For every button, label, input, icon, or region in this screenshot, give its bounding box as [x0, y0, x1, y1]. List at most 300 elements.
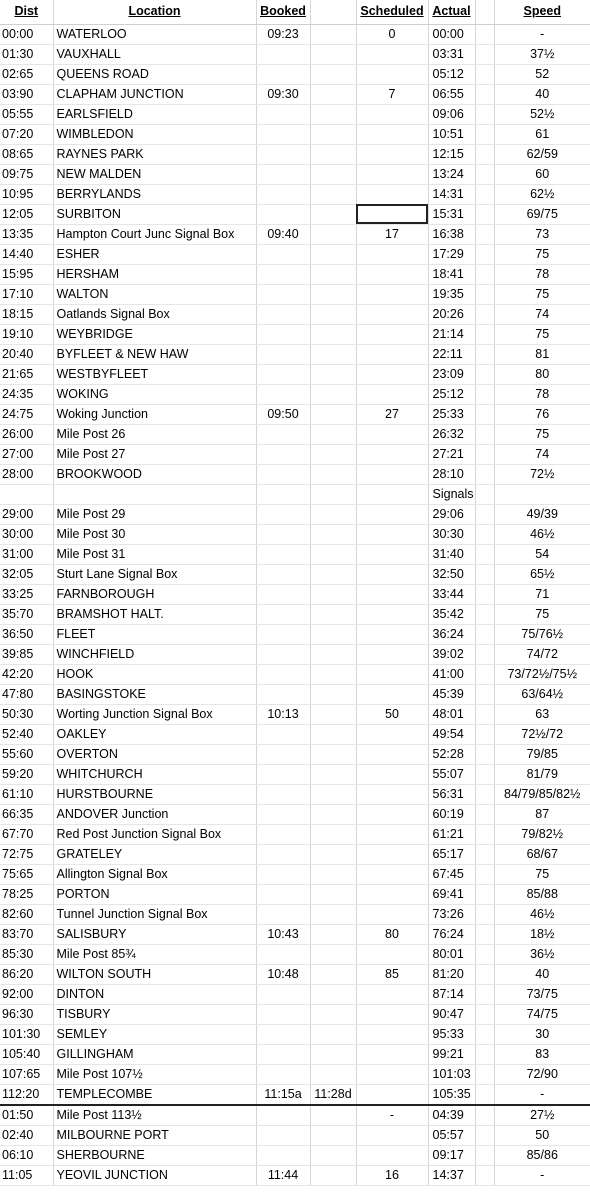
extra-cell[interactable]	[310, 104, 356, 124]
scheduled-cell[interactable]	[356, 1044, 428, 1064]
header-dist[interactable]: Dist	[0, 0, 53, 24]
extra-cell[interactable]	[310, 744, 356, 764]
speed-cell[interactable]: 76	[494, 404, 590, 424]
gap-cell[interactable]	[475, 24, 494, 44]
location-cell[interactable]: Oatlands Signal Box	[53, 304, 256, 324]
gap-cell[interactable]	[475, 624, 494, 644]
gap-cell[interactable]	[475, 444, 494, 464]
dist-cell[interactable]: 66:35	[0, 804, 53, 824]
gap-cell[interactable]	[475, 584, 494, 604]
location-cell[interactable]: WEYBRIDGE	[53, 324, 256, 344]
location-cell[interactable]: DINTON	[53, 984, 256, 1004]
gap-cell[interactable]	[475, 684, 494, 704]
location-cell[interactable]: RAYNES PARK	[53, 144, 256, 164]
extra-cell[interactable]	[310, 424, 356, 444]
scheduled-cell[interactable]	[356, 1145, 428, 1165]
header-location[interactable]: Location	[53, 0, 256, 24]
dist-cell[interactable]: 50:30	[0, 704, 53, 724]
gap-cell[interactable]	[475, 924, 494, 944]
booked-cell[interactable]	[256, 764, 310, 784]
dist-cell[interactable]: 06:10	[0, 1145, 53, 1165]
actual-cell[interactable]: 04:39	[428, 1105, 475, 1126]
gap-cell[interactable]	[475, 124, 494, 144]
header-booked[interactable]: Booked	[256, 0, 310, 24]
location-cell[interactable]: Red Post Junction Signal Box	[53, 824, 256, 844]
extra-cell[interactable]	[310, 244, 356, 264]
scheduled-cell[interactable]	[356, 64, 428, 84]
scheduled-cell[interactable]	[356, 184, 428, 204]
speed-cell[interactable]: 18½	[494, 924, 590, 944]
actual-cell[interactable]: 33:44	[428, 584, 475, 604]
dist-cell[interactable]: 00:00	[0, 24, 53, 44]
speed-cell[interactable]: 73/72½/75½	[494, 664, 590, 684]
location-cell[interactable]: ANDOVER Junction	[53, 804, 256, 824]
extra-cell[interactable]	[310, 24, 356, 44]
dist-cell[interactable]: 96:30	[0, 1004, 53, 1024]
extra-cell[interactable]	[310, 364, 356, 384]
extra-cell[interactable]	[310, 1165, 356, 1185]
booked-cell[interactable]	[256, 264, 310, 284]
speed-cell[interactable]: 49/39	[494, 504, 590, 524]
booked-cell[interactable]	[256, 144, 310, 164]
speed-cell[interactable]: 73/75	[494, 984, 590, 1004]
extra-cell[interactable]	[310, 1004, 356, 1024]
selected-cell[interactable]	[356, 204, 428, 224]
booked-cell[interactable]	[256, 204, 310, 224]
actual-cell[interactable]: 20:26	[428, 304, 475, 324]
location-cell[interactable]: QUEENS ROAD	[53, 64, 256, 84]
dist-cell[interactable]: 24:75	[0, 404, 53, 424]
booked-cell[interactable]	[256, 344, 310, 364]
gap-cell[interactable]	[475, 544, 494, 564]
dist-cell[interactable]: 32:05	[0, 564, 53, 584]
speed-cell[interactable]: 79/85	[494, 744, 590, 764]
speed-cell[interactable]: 85/88	[494, 884, 590, 904]
location-cell[interactable]: MILBOURNE PORT	[53, 1125, 256, 1145]
scheduled-cell[interactable]	[356, 44, 428, 64]
scheduled-cell[interactable]	[356, 864, 428, 884]
booked-cell[interactable]	[256, 664, 310, 684]
extra-cell[interactable]	[310, 824, 356, 844]
scheduled-cell[interactable]: -	[356, 1105, 428, 1126]
location-cell[interactable]: BROOKWOOD	[53, 464, 256, 484]
speed-cell[interactable]: 54	[494, 544, 590, 564]
gap-cell[interactable]	[475, 1044, 494, 1064]
speed-cell[interactable]: 46½	[494, 904, 590, 924]
gap-cell[interactable]	[475, 244, 494, 264]
speed-cell[interactable]: 69/75	[494, 204, 590, 224]
location-cell[interactable]: BASINGSTOKE	[53, 684, 256, 704]
gap-cell[interactable]	[475, 84, 494, 104]
extra-cell[interactable]	[310, 224, 356, 244]
booked-cell[interactable]	[256, 684, 310, 704]
location-cell[interactable]: ESHER	[53, 244, 256, 264]
dist-cell[interactable]: 33:25	[0, 584, 53, 604]
location-cell[interactable]: WILTON SOUTH	[53, 964, 256, 984]
extra-cell[interactable]	[310, 484, 356, 504]
booked-cell[interactable]	[256, 384, 310, 404]
gap-cell[interactable]	[475, 44, 494, 64]
speed-cell[interactable]: 72/90	[494, 1064, 590, 1084]
speed-cell[interactable]: 74	[494, 444, 590, 464]
location-cell[interactable]: TISBURY	[53, 1004, 256, 1024]
booked-cell[interactable]	[256, 824, 310, 844]
gap-cell[interactable]	[475, 644, 494, 664]
speed-cell[interactable]	[494, 484, 590, 504]
actual-cell[interactable]: 52:28	[428, 744, 475, 764]
location-cell[interactable]: SEMLEY	[53, 1024, 256, 1044]
speed-cell[interactable]: -	[494, 1084, 590, 1105]
booked-cell[interactable]	[256, 604, 310, 624]
gap-cell[interactable]	[475, 264, 494, 284]
scheduled-cell[interactable]	[356, 944, 428, 964]
dist-cell[interactable]: 35:70	[0, 604, 53, 624]
gap-cell[interactable]	[475, 204, 494, 224]
location-cell[interactable]: Mile Post 85¾	[53, 944, 256, 964]
gap-cell[interactable]	[475, 484, 494, 504]
scheduled-cell[interactable]	[356, 684, 428, 704]
speed-cell[interactable]: 40	[494, 84, 590, 104]
extra-cell[interactable]	[310, 644, 356, 664]
dist-cell[interactable]: 11:05	[0, 1165, 53, 1185]
speed-cell[interactable]: -	[494, 24, 590, 44]
gap-cell[interactable]	[475, 404, 494, 424]
location-cell[interactable]: Worting Junction Signal Box	[53, 704, 256, 724]
dist-cell[interactable]: 27:00	[0, 444, 53, 464]
location-cell[interactable]: WOKING	[53, 384, 256, 404]
location-cell[interactable]: SHERBOURNE	[53, 1145, 256, 1165]
location-cell[interactable]: BRAMSHOT HALT.	[53, 604, 256, 624]
extra-cell[interactable]	[310, 964, 356, 984]
extra-cell[interactable]	[310, 584, 356, 604]
speed-cell[interactable]: -	[494, 1165, 590, 1185]
actual-cell[interactable]: 101:03	[428, 1064, 475, 1084]
extra-cell[interactable]	[310, 444, 356, 464]
extra-cell[interactable]	[310, 884, 356, 904]
actual-cell[interactable]: Signals	[428, 484, 475, 504]
gap-cell[interactable]	[475, 1145, 494, 1165]
gap-cell[interactable]	[475, 304, 494, 324]
dist-cell[interactable]: 05:55	[0, 104, 53, 124]
location-cell[interactable]: Mile Post 27	[53, 444, 256, 464]
scheduled-cell[interactable]	[356, 744, 428, 764]
dist-cell[interactable]: 07:20	[0, 124, 53, 144]
actual-cell[interactable]: 29:06	[428, 504, 475, 524]
booked-cell[interactable]	[256, 884, 310, 904]
booked-cell[interactable]	[256, 744, 310, 764]
speed-cell[interactable]: 75	[494, 604, 590, 624]
dist-cell[interactable]: 42:20	[0, 664, 53, 684]
gap-cell[interactable]	[475, 904, 494, 924]
location-cell[interactable]: OAKLEY	[53, 724, 256, 744]
gap-cell[interactable]	[475, 104, 494, 124]
gap-cell[interactable]	[475, 804, 494, 824]
dist-cell[interactable]: 83:70	[0, 924, 53, 944]
scheduled-cell[interactable]	[356, 1084, 428, 1105]
location-cell[interactable]: NEW MALDEN	[53, 164, 256, 184]
scheduled-cell[interactable]: 7	[356, 84, 428, 104]
actual-cell[interactable]: 69:41	[428, 884, 475, 904]
actual-cell[interactable]: 27:21	[428, 444, 475, 464]
gap-cell[interactable]	[475, 964, 494, 984]
dist-cell[interactable]: 29:00	[0, 504, 53, 524]
extra-cell[interactable]	[310, 524, 356, 544]
speed-cell[interactable]: 63/64½	[494, 684, 590, 704]
extra-cell[interactable]	[310, 664, 356, 684]
header-speed[interactable]: Speed	[494, 0, 590, 24]
booked-cell[interactable]	[256, 324, 310, 344]
speed-cell[interactable]: 79/82½	[494, 824, 590, 844]
extra-cell[interactable]	[310, 304, 356, 324]
booked-cell[interactable]: 10:48	[256, 964, 310, 984]
booked-cell[interactable]	[256, 1064, 310, 1084]
gap-cell[interactable]	[475, 764, 494, 784]
actual-cell[interactable]: 03:31	[428, 44, 475, 64]
speed-cell[interactable]: 27½	[494, 1105, 590, 1126]
speed-cell[interactable]: 84/79/85/82½	[494, 784, 590, 804]
booked-cell[interactable]: 10:43	[256, 924, 310, 944]
actual-cell[interactable]: 90:47	[428, 1004, 475, 1024]
scheduled-cell[interactable]	[356, 444, 428, 464]
speed-cell[interactable]: 74	[494, 304, 590, 324]
dist-cell[interactable]: 112:20	[0, 1084, 53, 1105]
gap-cell[interactable]	[475, 1084, 494, 1105]
location-cell[interactable]: WALTON	[53, 284, 256, 304]
speed-cell[interactable]: 46½	[494, 524, 590, 544]
scheduled-cell[interactable]: 27	[356, 404, 428, 424]
gap-cell[interactable]	[475, 504, 494, 524]
location-cell[interactable]: OVERTON	[53, 744, 256, 764]
actual-cell[interactable]: 21:14	[428, 324, 475, 344]
speed-cell[interactable]: 81	[494, 344, 590, 364]
booked-cell[interactable]	[256, 164, 310, 184]
booked-cell[interactable]	[256, 104, 310, 124]
actual-cell[interactable]: 00:00	[428, 24, 475, 44]
location-cell[interactable]: Mile Post 31	[53, 544, 256, 564]
extra-cell[interactable]	[310, 784, 356, 804]
scheduled-cell[interactable]	[356, 904, 428, 924]
speed-cell[interactable]: 83	[494, 1044, 590, 1064]
extra-cell[interactable]	[310, 1125, 356, 1145]
scheduled-cell[interactable]	[356, 824, 428, 844]
gap-cell[interactable]	[475, 564, 494, 584]
booked-cell[interactable]	[256, 364, 310, 384]
actual-cell[interactable]: 19:35	[428, 284, 475, 304]
speed-cell[interactable]: 78	[494, 384, 590, 404]
scheduled-cell[interactable]	[356, 1064, 428, 1084]
scheduled-cell[interactable]	[356, 484, 428, 504]
actual-cell[interactable]: 81:20	[428, 964, 475, 984]
dist-cell[interactable]: 02:65	[0, 64, 53, 84]
location-cell[interactable]: Woking Junction	[53, 404, 256, 424]
location-cell[interactable]: Mile Post 29	[53, 504, 256, 524]
dist-cell[interactable]: 10:95	[0, 184, 53, 204]
dist-cell[interactable]: 02:40	[0, 1125, 53, 1145]
speed-cell[interactable]: 75	[494, 864, 590, 884]
extra-cell[interactable]	[310, 764, 356, 784]
speed-cell[interactable]: 75	[494, 284, 590, 304]
extra-cell[interactable]	[310, 844, 356, 864]
location-cell[interactable]	[53, 484, 256, 504]
scheduled-cell[interactable]	[356, 644, 428, 664]
gap-cell[interactable]	[475, 64, 494, 84]
booked-cell[interactable]	[256, 804, 310, 824]
scheduled-cell[interactable]	[356, 344, 428, 364]
actual-cell[interactable]: 48:01	[428, 704, 475, 724]
gap-cell[interactable]	[475, 864, 494, 884]
gap-cell[interactable]	[475, 1165, 494, 1185]
extra-cell[interactable]	[310, 564, 356, 584]
actual-cell[interactable]: 09:17	[428, 1145, 475, 1165]
actual-cell[interactable]: 49:54	[428, 724, 475, 744]
extra-cell[interactable]	[310, 264, 356, 284]
extra-cell[interactable]	[310, 144, 356, 164]
dist-cell[interactable]: 24:35	[0, 384, 53, 404]
booked-cell[interactable]	[256, 504, 310, 524]
scheduled-cell[interactable]	[356, 124, 428, 144]
extra-cell[interactable]	[310, 544, 356, 564]
extra-cell[interactable]	[310, 864, 356, 884]
speed-cell[interactable]: 65½	[494, 564, 590, 584]
gap-cell[interactable]	[475, 164, 494, 184]
gap-cell[interactable]	[475, 424, 494, 444]
speed-cell[interactable]: 63	[494, 704, 590, 724]
dist-cell[interactable]: 01:30	[0, 44, 53, 64]
extra-cell[interactable]	[310, 184, 356, 204]
speed-cell[interactable]: 74/75	[494, 1004, 590, 1024]
actual-cell[interactable]: 56:31	[428, 784, 475, 804]
gap-cell[interactable]	[475, 704, 494, 724]
extra-cell[interactable]	[310, 724, 356, 744]
location-cell[interactable]: WHITCHURCH	[53, 764, 256, 784]
actual-cell[interactable]: 99:21	[428, 1044, 475, 1064]
booked-cell[interactable]	[256, 844, 310, 864]
dist-cell[interactable]: 30:00	[0, 524, 53, 544]
speed-cell[interactable]: 62/59	[494, 144, 590, 164]
booked-cell[interactable]	[256, 724, 310, 744]
scheduled-cell[interactable]	[356, 424, 428, 444]
actual-cell[interactable]: 30:30	[428, 524, 475, 544]
dist-cell[interactable]: 61:10	[0, 784, 53, 804]
location-cell[interactable]: SALISBURY	[53, 924, 256, 944]
gap-cell[interactable]	[475, 524, 494, 544]
dist-cell[interactable]: 36:50	[0, 624, 53, 644]
actual-cell[interactable]: 06:55	[428, 84, 475, 104]
gap-cell[interactable]	[475, 844, 494, 864]
scheduled-cell[interactable]	[356, 504, 428, 524]
actual-cell[interactable]: 25:12	[428, 384, 475, 404]
header-actual[interactable]: Actual	[428, 0, 475, 24]
gap-cell[interactable]	[475, 344, 494, 364]
location-cell[interactable]: FARNBOROUGH	[53, 584, 256, 604]
dist-cell[interactable]: 92:00	[0, 984, 53, 1004]
booked-cell[interactable]	[256, 1145, 310, 1165]
extra-cell[interactable]	[310, 604, 356, 624]
gap-cell[interactable]	[475, 724, 494, 744]
location-cell[interactable]: Mile Post 107½	[53, 1064, 256, 1084]
dist-cell[interactable]: 26:00	[0, 424, 53, 444]
location-cell[interactable]: EARLSFIELD	[53, 104, 256, 124]
booked-cell[interactable]	[256, 1105, 310, 1126]
location-cell[interactable]: Mile Post 113½	[53, 1105, 256, 1126]
gap-cell[interactable]	[475, 884, 494, 904]
location-cell[interactable]: WESTBYFLEET	[53, 364, 256, 384]
speed-cell[interactable]: 30	[494, 1024, 590, 1044]
scheduled-cell[interactable]	[356, 1125, 428, 1145]
booked-cell[interactable]	[256, 584, 310, 604]
booked-cell[interactable]: 09:40	[256, 224, 310, 244]
booked-cell[interactable]	[256, 864, 310, 884]
gap-cell[interactable]	[475, 984, 494, 1004]
booked-cell[interactable]	[256, 1024, 310, 1044]
location-cell[interactable]: VAUXHALL	[53, 44, 256, 64]
speed-cell[interactable]: 75	[494, 324, 590, 344]
speed-cell[interactable]: 60	[494, 164, 590, 184]
extra-cell[interactable]	[310, 284, 356, 304]
scheduled-cell[interactable]: 0	[356, 24, 428, 44]
speed-cell[interactable]: 87	[494, 804, 590, 824]
scheduled-cell[interactable]	[356, 164, 428, 184]
location-cell[interactable]: WINCHFIELD	[53, 644, 256, 664]
dist-cell[interactable]: 86:20	[0, 964, 53, 984]
gap-cell[interactable]	[475, 1064, 494, 1084]
location-cell[interactable]: PORTON	[53, 884, 256, 904]
extra-cell[interactable]	[310, 924, 356, 944]
actual-cell[interactable]: 15:31	[428, 204, 475, 224]
speed-cell[interactable]: 62½	[494, 184, 590, 204]
actual-cell[interactable]: 25:33	[428, 404, 475, 424]
actual-cell[interactable]: 22:11	[428, 344, 475, 364]
gap-cell[interactable]	[475, 324, 494, 344]
extra-cell[interactable]	[310, 504, 356, 524]
location-cell[interactable]: YEOVIL JUNCTION	[53, 1165, 256, 1185]
extra-cell[interactable]	[310, 164, 356, 184]
scheduled-cell[interactable]: 16	[356, 1165, 428, 1185]
actual-cell[interactable]: 13:24	[428, 164, 475, 184]
extra-cell[interactable]	[310, 684, 356, 704]
scheduled-cell[interactable]	[356, 524, 428, 544]
booked-cell[interactable]	[256, 784, 310, 804]
dist-cell[interactable]: 101:30	[0, 1024, 53, 1044]
dist-cell[interactable]: 17:10	[0, 284, 53, 304]
dist-cell[interactable]: 67:70	[0, 824, 53, 844]
actual-cell[interactable]: 55:07	[428, 764, 475, 784]
extra-cell[interactable]	[310, 904, 356, 924]
actual-cell[interactable]: 65:17	[428, 844, 475, 864]
dist-cell[interactable]: 03:90	[0, 84, 53, 104]
booked-cell[interactable]	[256, 424, 310, 444]
dist-cell[interactable]: 31:00	[0, 544, 53, 564]
dist-cell[interactable]: 52:40	[0, 724, 53, 744]
dist-cell[interactable]: 19:10	[0, 324, 53, 344]
speed-cell[interactable]: 73	[494, 224, 590, 244]
scheduled-cell[interactable]	[356, 1004, 428, 1024]
booked-cell[interactable]: 09:50	[256, 404, 310, 424]
speed-cell[interactable]: 81/79	[494, 764, 590, 784]
speed-cell[interactable]: 52	[494, 64, 590, 84]
actual-cell[interactable]: 23:09	[428, 364, 475, 384]
gap-cell[interactable]	[475, 604, 494, 624]
dist-cell[interactable]: 85:30	[0, 944, 53, 964]
scheduled-cell[interactable]	[356, 304, 428, 324]
actual-cell[interactable]: 95:33	[428, 1024, 475, 1044]
extra-cell[interactable]	[310, 84, 356, 104]
booked-cell[interactable]	[256, 524, 310, 544]
scheduled-cell[interactable]	[356, 784, 428, 804]
scheduled-cell[interactable]	[356, 264, 428, 284]
actual-cell[interactable]: 36:24	[428, 624, 475, 644]
booked-cell[interactable]	[256, 184, 310, 204]
